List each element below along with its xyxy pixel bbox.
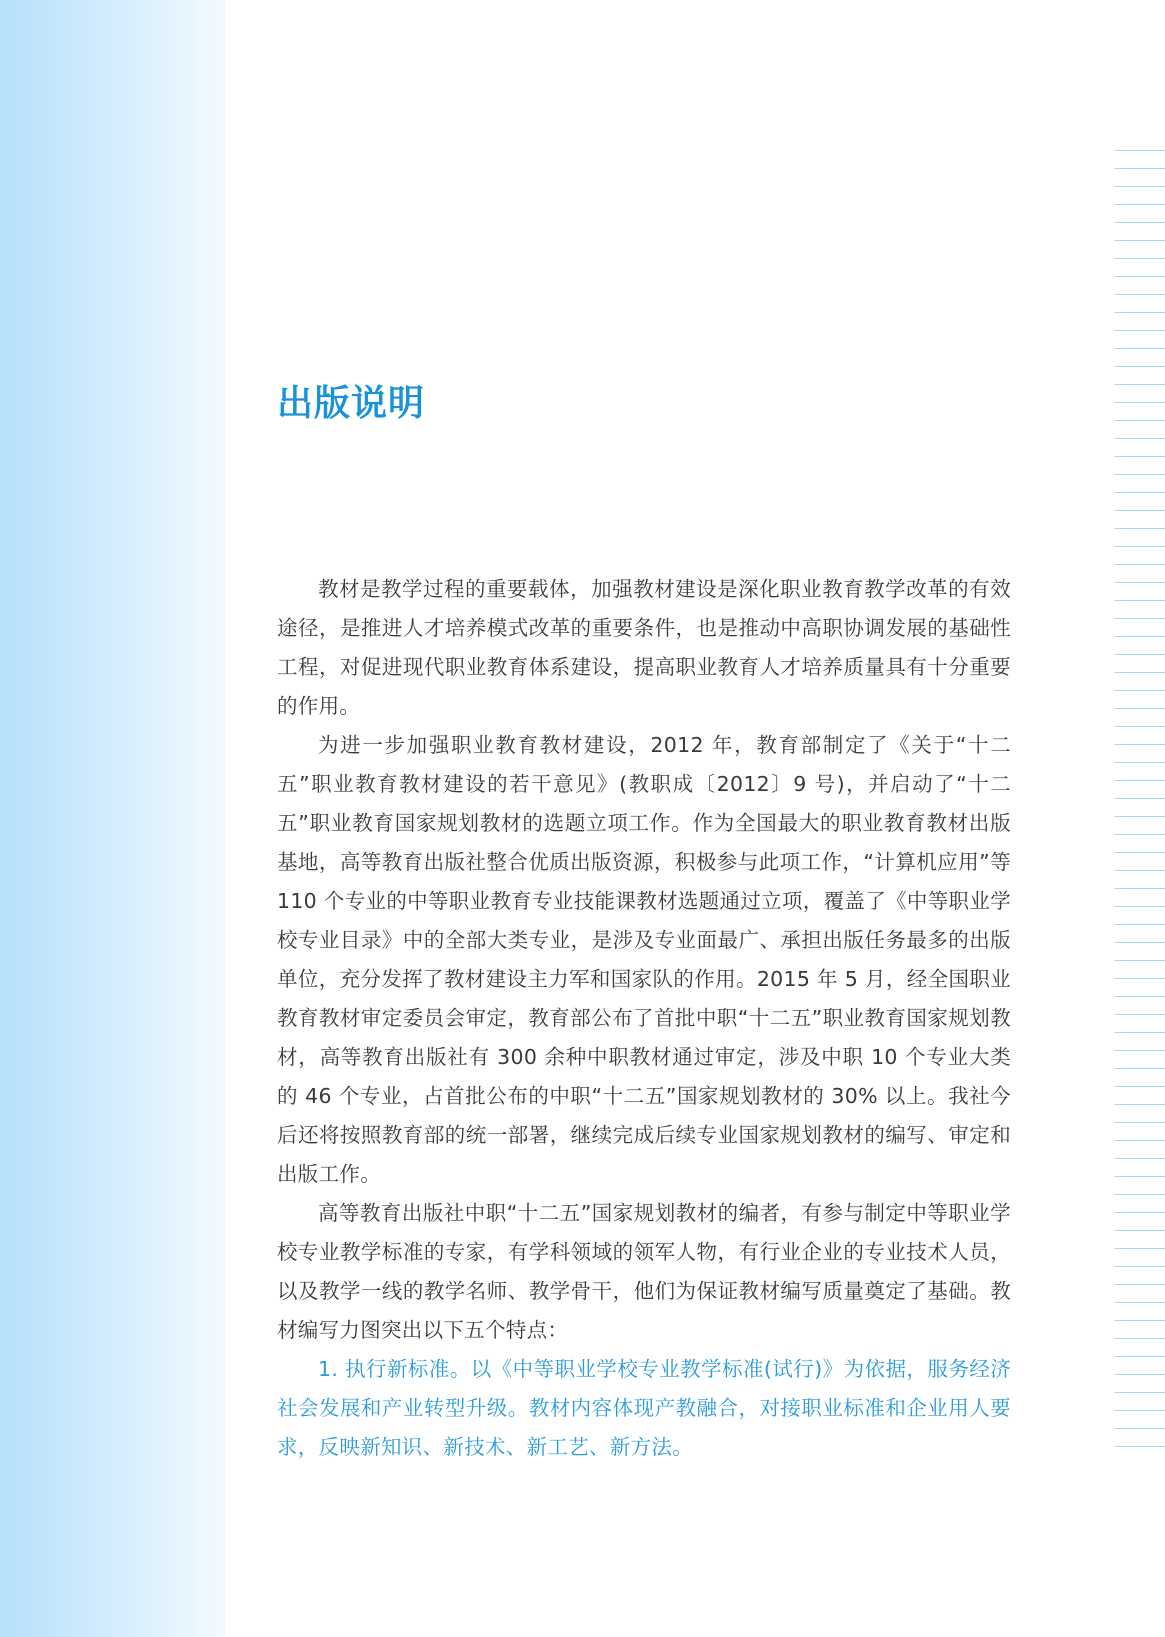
paragraph-3: 高等教育出版社中职“十二五”国家规划教材的编者，有参与制定中等职业学校专业教学标准的专家，有学科领域的领军人物，有行业企业的专业技术人员，以及教学一线的教学名师、教学骨干，他们为保证教材编写质量奠定了基础。教材编写力图突出以下五个特点： xyxy=(277,1201,1011,1342)
paragraph-1: 教材是教学过程的重要载体，加强教材建设是深化职业教育教学改革的有效途径，是推进人才培养模式改革的重要条件，也是推动中高职协调发展的基础性工程，对促进现代职业教育体系建设，提高职业教育人才培养质量具有十分重要的作用。 xyxy=(277,577,1011,718)
page-title: 出版说明 xyxy=(277,383,426,424)
paragraph-2: 为进一步加强职业教育教材建设，2012 年，教育部制定了《关于“十二五”职业教育教材建设的若干意见》(教职成〔2012〕9 号)，并启动了“十二五”职业教育国家规划教材的选题立项工作。作为全国最大的职业教育教材出版基地，高等教育出版社整合优质出版资源，积极参与此项工作，“计算机应用”等 110 个专业的中等职业教育专业技能课教材选题通过立项，覆盖了《中等职业学校专业目录》中的全部大类专业，是涉及专业面最广、承担出版任务最多的出版单位，充分发挥了教材建设主力军和国家队的作用。2015 年 5 月，经全国职业教育教材审定委员会审定，教育部公布了首批中职“十二五”职业教育国家规划教材，高等教育出版社有 300 余种中职教材通过审定，涉及中职 10 个专业大类的 46 个专业，占首批公布的中职“十二五”国家规划教材的 30% 以上。我社今后还将按照教育部的统一部署，继续完成后续专业国家规划教材的编写、审定和出版工作。 xyxy=(277,733,1011,1186)
feature-item-1: 1. 执行新标准。以《中等职业学校专业教学标准(试行)》为依据，服务经济社会发展和产业转型升级。教材内容体现产教融合，对接职业标准和企业用人要求，反映新知识、新技术、新工艺、新方法。 xyxy=(277,1357,1011,1459)
body-text xyxy=(277,570,1011,1467)
decorative-side-band xyxy=(0,0,225,1637)
decorative-edge-ticks xyxy=(1115,150,1165,1450)
